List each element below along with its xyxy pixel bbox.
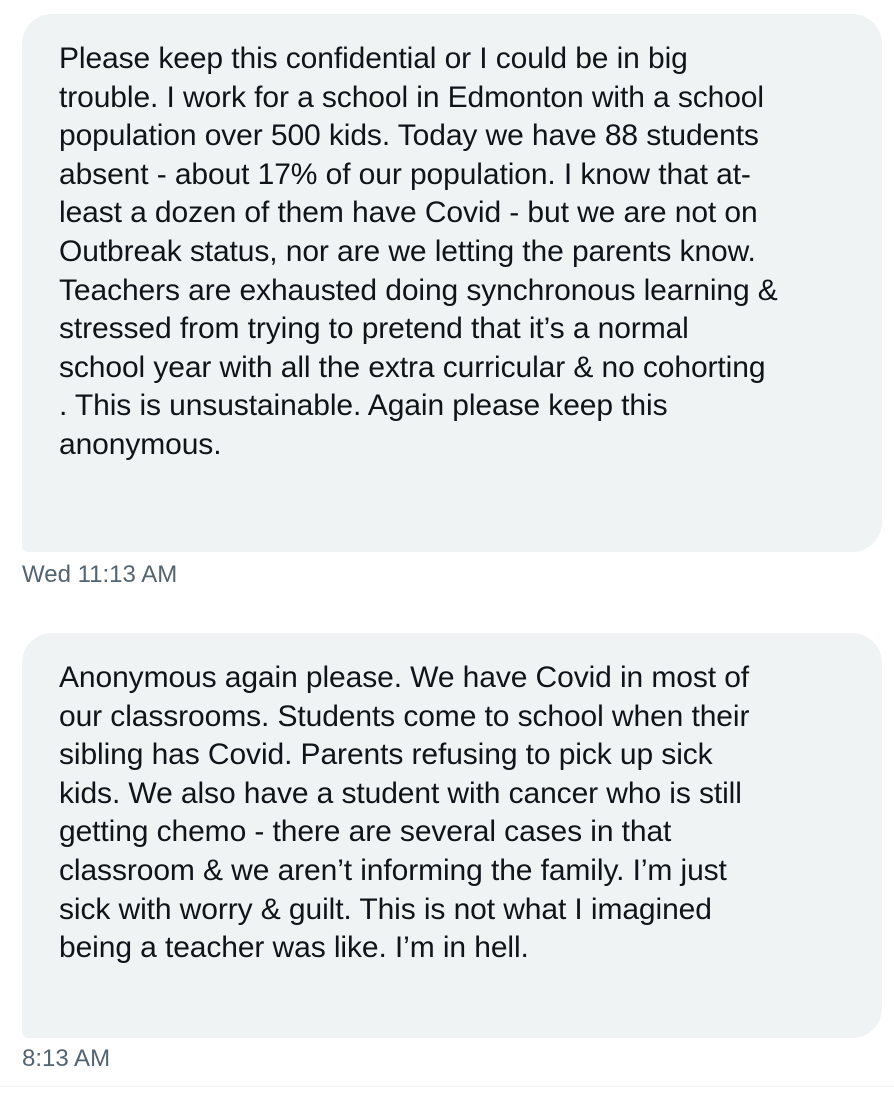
message-timestamp: 8:13 AM bbox=[22, 1045, 111, 1072]
message-timestamp: Wed 11:13 AM bbox=[22, 561, 178, 588]
thread-divider bbox=[0, 1086, 894, 1087]
message-bubble[interactable]: Please keep this confidential or I could be in big trouble. I work for a school in Edmonton with a school population over 500 kids. Today we have 88 students absent - about 17% of our population. I know that at- least a dozen of them have Covid - but we are not on Outbreak status, nor are we letting the parents know. Teachers are exhausted doing synchronous learning & stressed from trying to pretend that it’s a normal school year with all the extra curricular & no cohorting . This is unsustainable. Again please keep this anonymous. bbox=[22, 14, 882, 552]
message-bubble[interactable]: Anonymous again please. We have Covid in most of our classrooms. Students come to school when their sibling has Covid. Parents refusing to pick up sick kids. We also have a student with cancer who is still getting chemo - there are several cases in that classroom & we aren’t informing the family. I’m just sick with worry & guilt. This is not what I imagined being a teacher was like. I’m in hell. bbox=[22, 633, 882, 1038]
